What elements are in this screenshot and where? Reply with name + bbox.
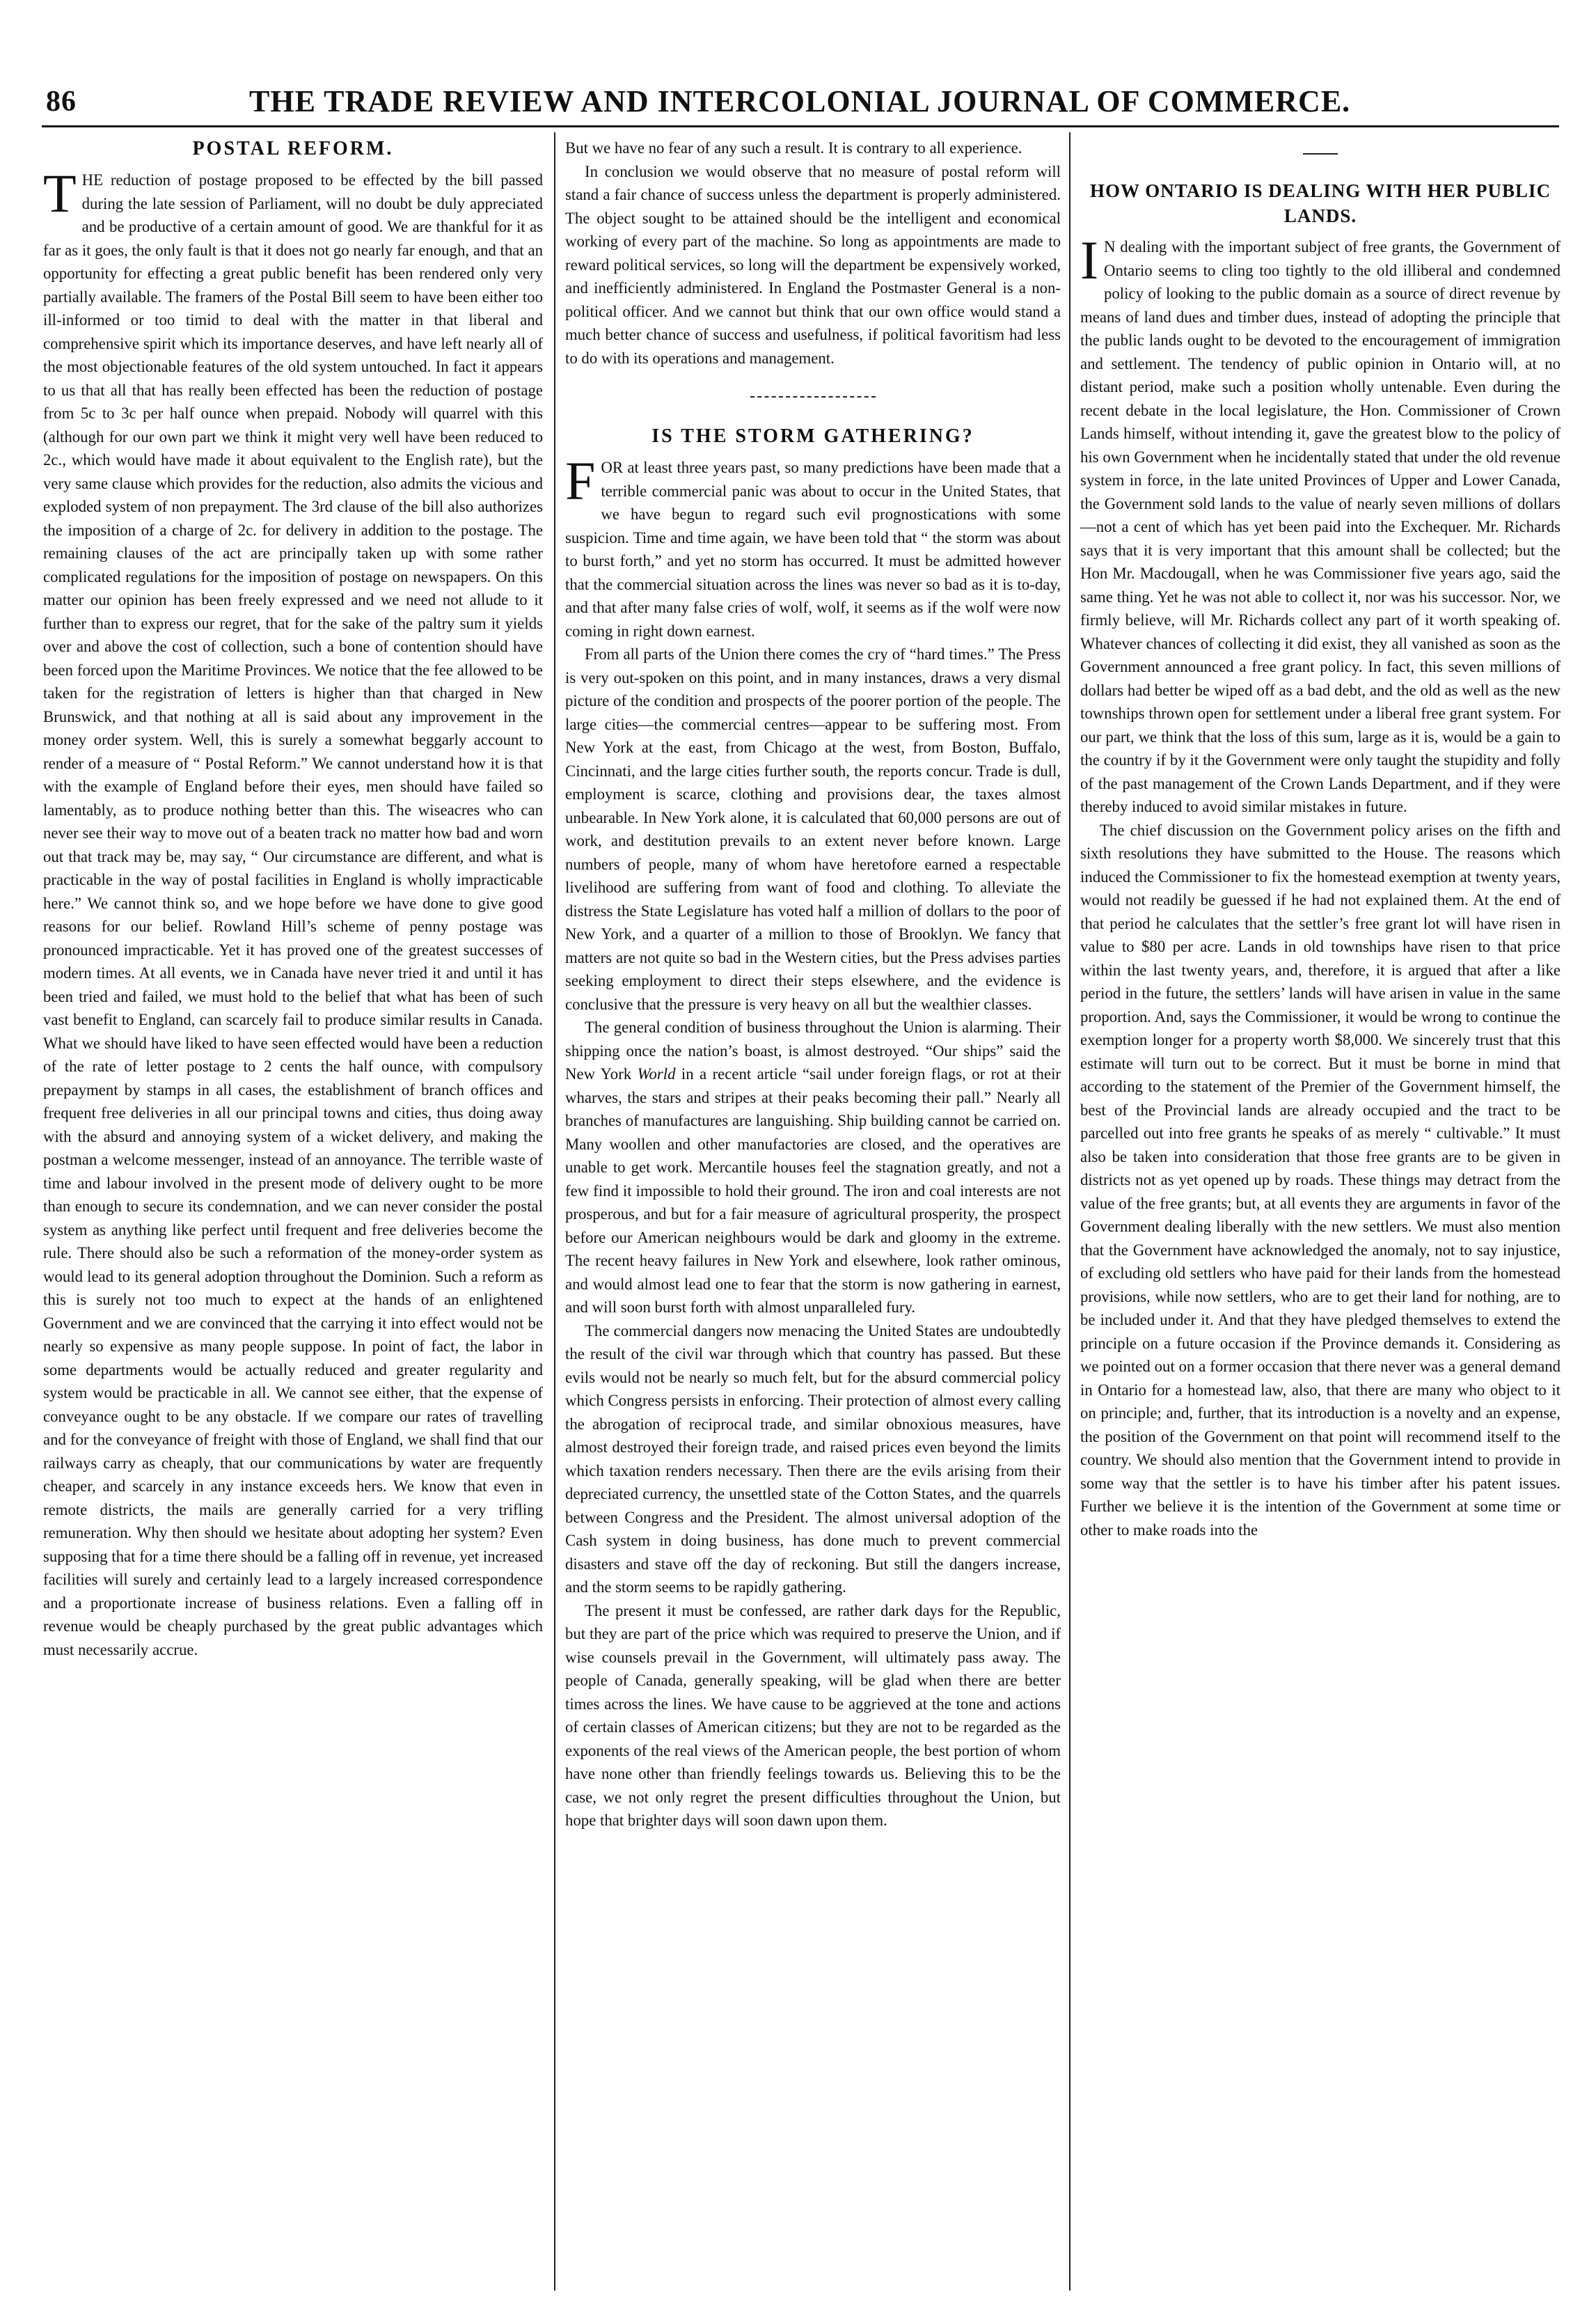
masthead <box>42 82 1559 127</box>
article-separator <box>1303 153 1338 155</box>
article-separator <box>750 396 876 398</box>
column-rule-right <box>1069 132 1070 2291</box>
column-three <box>1080 136 1561 2302</box>
postal-reform-paragraph: In conclusion we would observe that no measure of postal reform will stand a fair chance of success unless the department is properly administered. The object sought to be attained should be the intelligent and economical working of every part of the machine. So long as appointments are made to reward political services, so long will the department be expensively worked, and inefficiently administered. In England the Postmaster General is a non-political officer. And we cannot but think that our own office would stand a much better chance of success and usefulness, if political favoritism had less to do with its operations and management. <box>565 162 1061 367</box>
postal-reform-paragraph: THE reduction of postage proposed to be effected by the bill passed during the late session of Parliament, will no doubt be duly appreciated and be productive of a certain amount of good. We are thankful for it as far as it goes, the only fault is that it does not go nearly far enough, and that an opportunity for effecting a great public benefit has been rendered only very partially available. The framers of the Postal Bill seem to have been either too ill-informed or too timid to deal with the matter in that liberal and comprehensive spirit which its importance deserves, and have left nearly all of the most objectionable features of the old system untouched. In fact it appears to us that all that has really been effected has been the reduction of postage from 5c to 3c per half ounce when prepaid. Nobody will quarrel with this (although for our own part we think it might very well have been reduced to 2c., which would have made it about equivalent to the English rate), but the very same clause which provides for the reduction, also admits the vicious and exploded system of non prepayment. The 3rd clause of the bill also authorizes the imposition of a charge of 2c. for delivery in addition to the postage. The remaining clauses of the act are principally taken up with some rather complicated regulations for the imposition of postage on newspapers. On this matter our opinion has been freely expressed and we need not allude to it further than to express our regret, that for the sake of the paltry sum it yields over and above the cost of collection, such a bone of contention should have been forced upon the Maritime Provinces. We notice that the fee allowed to be taken for the registration of letters is higher than that charged in New Brunswick, and that nothing at all is said about any improvement in the money order system. Well, this is surely a somewhat beggarly account to render of a measure of “ Postal Reform.” We cannot understand how it is that with the example of England before their eyes, men should have failed so lamentably, as to produce nothing better than this. The wiseacres who can never see their way to move out of a beaten track no matter how bad and worn out that track may be, may say, “ Our circumstance are different, and what is practicable in the way of postal facilities in England is wholly impracticable here.” We cannot think so, and we hope before we have done to give good reasons for our belief. Rowland Hill’s scheme of penny postage was pronounced impracticable. Yet it has proved one of the greatest successes of modern times. At all events, we in Canada have never tried it and until it has been tried and failed, we must hold to the belief that what has been of such vast benefit to England, can scarcely fail to produce similar results in Canada. What we should have liked to have seen effected would have been a reduction of the rate of letter postage to 2 cents the half ounce, with compulsory prepayment by stamps in all cases, the establishment of branch offices and frequent free deliveries in all our principal towns and cities, thus doing away with the absurd and annoying system of a wicket delivery, and making the postman a welcome messenger, instead of an annoyance. The terrible waste of time and labour involved in the present mode of delivery ought to be more than enough to secure its condemnation, and we can never consider the postal system as anything like perfect until frequent and free deliveries become the rule. There should also be such a reformation of the money-order system as would lead to its general adoption throughout the Dominion. Such a reform as this is surely not too much to expect at the hands of an enlightened Government and we are convinced that the carrying it into effect would not be nearly so expensive as many people suppose. In point of fact, the labor in some departments would be actually reduced and greater regularity and system would be practicable in all. We cannot see either, that the expense of conveyance ought to be any obstacle. If we compare our rates of travelling and for the conveyance of freight with those of England, we shall find that our railways carry as cheaply, that our communications by water are frequently cheaper, and scarcely in any instance exceeds hers. We know that even in remote districts, the mails are generally carried for a very trifling remuneration. Why then should we hesitate about adopting her system? Even supposing that for a time there should be a falling off in revenue, yet increased facilities will surely and certainly lead to a largely increased correspondence and a proportionate increase of business relations. Even a falling off in revenue would be cheaply purchased by the great public advantages which must necessarily accrue. <box>43 163 543 1658</box>
storm-headline: IS THE STORM GATHERING? <box>651 425 974 447</box>
storm-paragraph: The present it must be confessed, are rather dark days for the Republic, but they are part of the price which was required to preserve the Union, and if wise counsels prevail in the Government, will ultimately pass away. The people of Canada, generally speaking, will be glad when there are better times across the lines. We have cause to be aggrieved at the tone and actions of certain classes of American citizens; but they are not to be regarded as the exponents of the real views of the American people, the best portion of whom have none other than friendly feelings towards us. Believing this to be the case, we not only regret the present difficulties throughout the Union, but hope that brighter days will soon dawn upon them. <box>565 1601 1061 1829</box>
column-two <box>565 136 1061 2302</box>
ontario-dropcap: I <box>1080 230 1098 290</box>
storm-paragraph: FOR at least three years past, so many predictions have been made that a terrible commercial panic was about to occur in the United States, that we have begun to regard such evil prognostications with some suspicion. Time and time again, we have been told that “ the storm was about to burst forth,” and yet no storm has occurred. It must be admitted however that the commercial situation across the lines was never so bad as it is to-day, and that after many false cries of wolf, wolf, it seems as if the wolf were now coming in right down earnest. <box>565 450 1061 640</box>
storm-paragraph: The general condition of business throughout the Union is alarming. Their shipping once the nation’s boast, is almost destroyed. “Our ships” said the New York World in a recent article “sail under foreign flags, or rot at their wharves, the stars and stripes at their peaks becoming their pall.” Nearly all branches of manufactures are languishing. Ship building cannot be carried on. Many woollen and other manufactories are closed, and the operatives are unable to get work. Mercantile houses feel the stagnation greatly, and not a few find it impossible to hold their ground. The iron and coal interests are not prosperous, and but for a fair measure of agricultural prosperity, the prospect before our American neighbours would be dark and gloomy in the extreme. The recent heavy failures in New York and elsewhere, look rather ominous, and would almost lead one to fear that the storm is now gathering in earnest, and will soon burst forth with almost unparalleled fury. <box>565 1019 1061 1316</box>
postal-reform-paragraph: But we have no fear of any such a result. It is contrary to all experience. <box>565 139 1022 157</box>
running-title: THE TRADE REVIEW AND INTERCOLONIAL JOURNAL OF COMMERCE. <box>249 84 1351 118</box>
column-one <box>43 136 543 2302</box>
postal-reform-headline: POSTAL REFORM. <box>192 138 394 159</box>
column-rule-left <box>554 132 555 2291</box>
storm-dropcap: F <box>565 450 596 511</box>
ontario-headline: HOW ONTARIO IS DEALING WITH HER PUBLIC LANDS. <box>1089 180 1551 226</box>
ontario-paragraph: The chief discussion on the Government policy arises on the fifth and sixth resolutions they have submitted to the House. The reasons which induced the Commissioner to fix the homestead exemption at twenty years, would not readily be guessed if he had not explained them. At the end of that period he calculates that the settler’s free grant lot will have risen in value to $80 per acre. Lands in old townships have risen to that price within the last twenty years, and, therefore, it is argued that after a like period in the future, the settlers’ lands will have arisen in value in the same proportion. And, says the Commissioner, it would be wrong to continue the exemption longer for a property worth $8,000. We sincerely trust that this estimate will turn out to be correct. But it must be borne in mind that according to the statement of the Premier of the Government himself, the best of the Provincial lands are already occupied and the tract to be parcelled out into free grants he speaks of as merely “ cultivable.” It must also be taken into consideration that those free grants are to be given in districts not as yet opened up by roads. These things may detract from the value of the free grants; but, at all events they are arguments in favor of the Government dealing liberally with the new settlers. We must also mention that the Government have acknowledged the anomaly, not to say injustice, of excluding old settlers who have paid for their lands from the homestead provisions, while now settlers, who are to get their land for nothing, are to be included under it. And that they have pledged themselves to extend the principle on a future occasion if the Province demands it. Considering as we pointed out on a former occasion that there never was a general demand in Ontario for a homestead law, also, that there are many who object to it on principle; and, further, that its introduction is a novelty and an expense, the position of the Government on that point will recommend itself to the country. We should also mention that the Government intend to provide in some way that the settler is to have his timber after his patent issues. Further we believe it is the intention of the Government at some time or other to make roads into the <box>1080 821 1561 1539</box>
ontario-paragraph: I N dealing with the important subject of free grants, the Government of Ontario seems to cling too tightly to the old illiberal and condemned policy of looking to the public domain as a source of direct revenue by means of land dues and timber dues, instead of adopting the principle that the public lands ought to be devoted to the encouragement of immigration and settlement. The tendency of public opinion in Ontario will, at no distant period, make such a position wholly untenable. Even during the recent debate in the local legislature, the Hon. Commissioner of Crown Lands himself, without intending it, gave the greatest blow to the policy of his own Government when he incidentally stated that under the old revenue system in force, in the late united Provinces of Upper and Lower Canada, the Government sold lands to the value of nearly seven millions of dollars—not a cent of which has yet been paid into the Exchequer. Mr. Richards says that it is very important that this amount shall be collected; but the Hon Mr. Macdougall, when he was Commissioner five years ago, said the same thing. Yet he was not able to collect it, nor was his successor. Nor, we firmly believe, will Mr. Richards collect any part of it worth speaking of. Whatever chances of collecting it did exist, they all vanished as soon as the Government announced a free grant policy. In fact, this seven millions of dollars had better be wiped off as a bad debt, and the old as well as the new townships thrown open for settlement under a liberal free grant system. For our part, we think that the loss of this sum, large as it is, would be a gain to the country if by it the Government were only taught the stupidity and folly of the past management of the Crown Lands Department, and if they were thereby induced to avoid similar mistakes in future. <box>1080 230 1561 815</box>
page-number: 86 <box>46 86 77 118</box>
storm-paragraph: The commercial dangers now menacing the United States are undoubtedly the result of the civil war through which that country has passed. But these evils would not be nearly so much felt, but for the absurd commercial policy which Congress persists in enforcing. Their protection of almost every calling the abrogation of reciprocal trade, and similar obnoxious measures, have almost destroyed their foreign trade, and raised prices even beyond the limits which taxation renders necessary. Then there are the evils arising from their depreciated currency, the unsettled state of the Cotton States, and the quarrels between Congress and the President. The almost universal adoption of the Cash system in doing business, has done much to prevent commercial disasters and stave off the day of reckoning. But still the dangers increase, and the storm seems to be rapidly gathering. <box>565 1321 1061 1596</box>
newspaper-name: World <box>637 1065 676 1083</box>
postal-reform-dropcap: T <box>43 163 77 223</box>
storm-paragraph: From all parts of the Union there comes the cry of “hard times.” The Press is very out-spoken on this point, and in many instances, draws a very dismal picture of the condition and prospects of the poorer portion of the people. The large cities—the commercial centres—appear to be suffering most. From New York at the east, from Chicago at the west, from Boston, Buffalo, Cincinnati, and the large cities further south, the reports concur. Trade is dull, employment is scarce, clothing and provisions dear, the taxes almost unbearable. In New York alone, it is calculated that 60,000 persons are out of work, and destitution prevails to an extent never before known. Large numbers of people, many of whom have heretofore earned a respectable livelihood are suffering from want of food and clothing. To alleviate the distress the State Legislature has voted half a million of dollars to the poor of New York, and a quarter of a million to those of Brooklyn. We fancy that matters are not quite so bad in the Western cities, but the Press advises parties seeking employment to direct their steps elsewhere, and the evidence is conclusive that the pressure is very heavy on all but the wealthier classes. <box>565 645 1061 1013</box>
